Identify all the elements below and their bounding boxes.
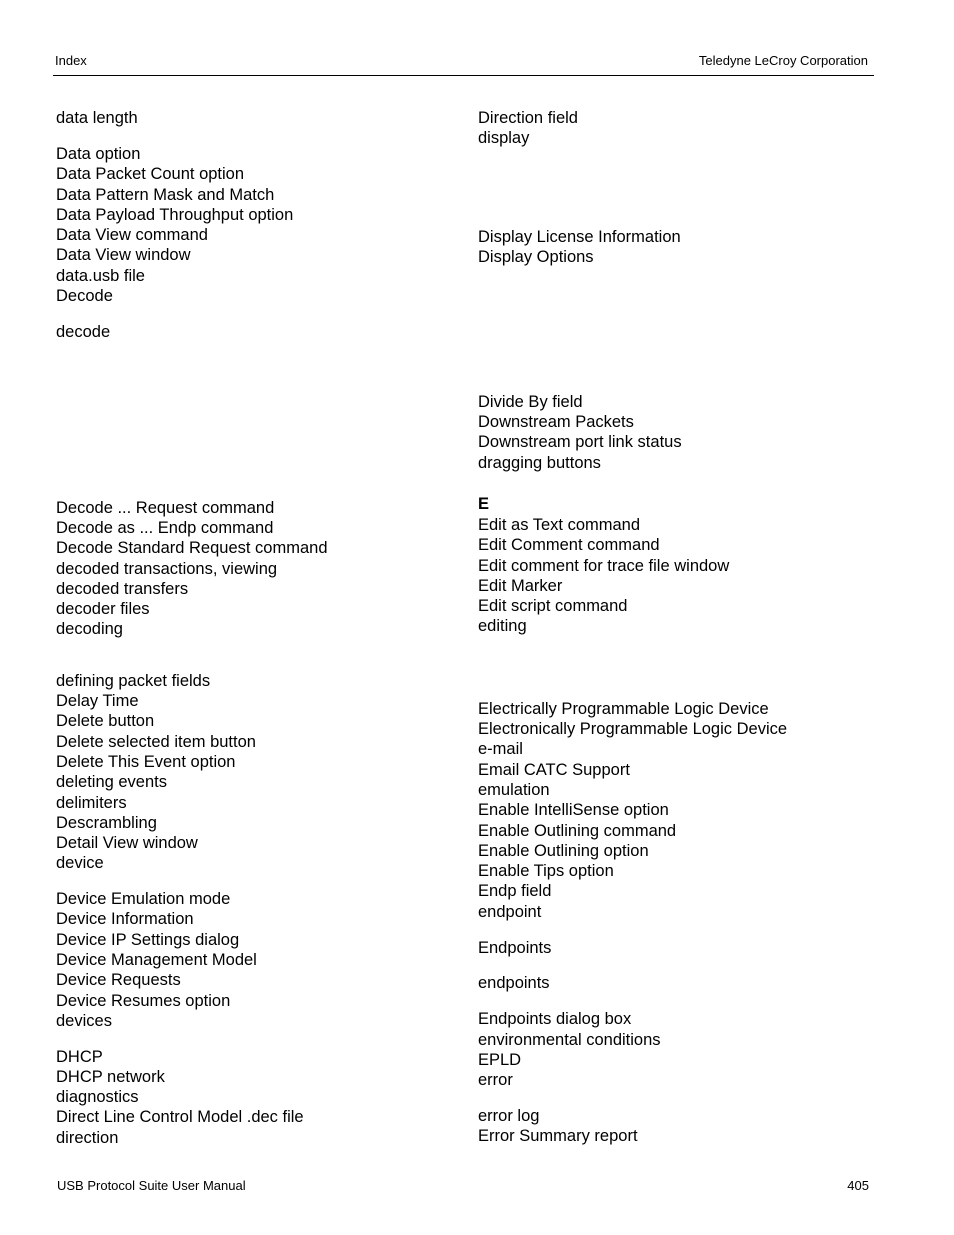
index-entry: Endpoints dialog box: [478, 1010, 632, 1028]
index-entry: decoded transfers: [56, 580, 189, 598]
index-entry: Device Emulation mode: [56, 890, 231, 908]
index-entry: direction: [56, 1129, 119, 1147]
index-entry: Divide By field: [478, 393, 583, 411]
index-entry: Data Packet Count option: [56, 165, 245, 183]
index-entry: EPLD: [478, 1051, 522, 1069]
footer-manual-title: USB Protocol Suite User Manual: [57, 1178, 246, 1193]
index-entry: Downstream port link status: [478, 433, 682, 451]
index-entry: deleting events: [56, 773, 167, 791]
index-entry: Decode as ... Endp command: [56, 519, 274, 537]
index-entry: Device Information: [56, 910, 194, 928]
index-entry: Device Requests: [56, 971, 181, 989]
index-entry: endpoint: [478, 903, 542, 921]
index-entry: data length: [56, 109, 138, 127]
index-entry: DHCP network: [56, 1068, 165, 1086]
index-entry: Enable Outlining option: [478, 842, 649, 860]
index-entry: Decode Standard Request command: [56, 539, 328, 557]
index-entry: e-mail: [478, 740, 523, 758]
header-company-name: Teledyne LeCroy Corporation: [698, 53, 868, 68]
index-entry: decoding: [56, 620, 123, 638]
index-entry: Display Options: [478, 248, 594, 266]
index-entry: endpoints: [478, 974, 550, 992]
index-entry: Direct Line Control Model .dec file: [56, 1108, 304, 1126]
index-entry: Data View window: [56, 246, 191, 264]
index-entry: Delete button: [56, 712, 155, 730]
index-entry: Enable Tips option: [478, 862, 614, 880]
index-entry: decoder files: [56, 600, 150, 618]
index-entry: Edit script command: [478, 597, 628, 615]
index-entry: Decode: [56, 287, 113, 305]
index-entry: Device Resumes option: [56, 992, 231, 1010]
index-entry: Data View command: [56, 226, 208, 244]
index-entry: dragging buttons: [478, 454, 601, 472]
footer-page-number: 405: [847, 1178, 869, 1193]
index-entry: Error Summary report: [478, 1127, 638, 1145]
index-entry: Delete This Event option: [56, 753, 236, 771]
index-entry: Delete selected item button: [56, 733, 256, 751]
index-entry: Device IP Settings dialog: [56, 931, 240, 949]
index-entry: Edit comment for trace file window: [478, 557, 730, 575]
index-entry: Email CATC Support: [478, 761, 630, 779]
index-entry: Electrically Programmable Logic Device: [478, 700, 769, 718]
index-entry: Data Payload Throughput option: [56, 206, 294, 224]
index-entry: Descrambling: [56, 814, 157, 832]
index-entry: Electronically Programmable Logic Device: [478, 720, 788, 738]
index-entry: Endpoints: [478, 939, 552, 957]
index-entry: Device Management Model: [56, 951, 257, 969]
index-entry: Downstream Packets: [478, 413, 634, 431]
index-entry: Delay Time: [56, 692, 139, 710]
index-entry: delimiters: [56, 794, 127, 812]
index-entry: display: [478, 129, 530, 147]
index-letter-heading: E: [478, 495, 490, 513]
index-entry: Decode ... Request command: [56, 499, 275, 517]
index-entry: Display License Information: [478, 228, 681, 246]
index-entry: DHCP: [56, 1048, 103, 1066]
index-entry: environmental conditions: [478, 1031, 661, 1049]
header-rule: [53, 75, 874, 76]
index-entry: emulation: [478, 781, 550, 799]
index-entry: device: [56, 854, 104, 872]
index-entry: Data option: [56, 145, 141, 163]
index-entry: editing: [478, 617, 527, 635]
index-entry: Enable Outlining command: [478, 822, 677, 840]
index-entry: Enable IntelliSense option: [478, 801, 669, 819]
index-entry: error log: [478, 1107, 540, 1125]
header-section-title: Index: [55, 53, 87, 68]
index-entry: Edit as Text command: [478, 516, 641, 534]
index-entry: Endp field: [478, 882, 552, 900]
index-entry: Detail View window: [56, 834, 198, 852]
index-entry: defining packet fields: [56, 672, 211, 690]
index-entry: error: [478, 1071, 513, 1089]
index-entry: data.usb file: [56, 267, 145, 285]
index-entry: devices: [56, 1012, 112, 1030]
index-entry: Direction field: [478, 109, 578, 127]
index-entry: Edit Comment command: [478, 536, 660, 554]
index-entry: Data Pattern Mask and Match: [56, 186, 275, 204]
index-entry: decoded transactions, viewing: [56, 560, 278, 578]
index-entry: Edit Marker: [478, 577, 563, 595]
index-entry: decode: [56, 323, 111, 341]
index-entry: diagnostics: [56, 1088, 139, 1106]
